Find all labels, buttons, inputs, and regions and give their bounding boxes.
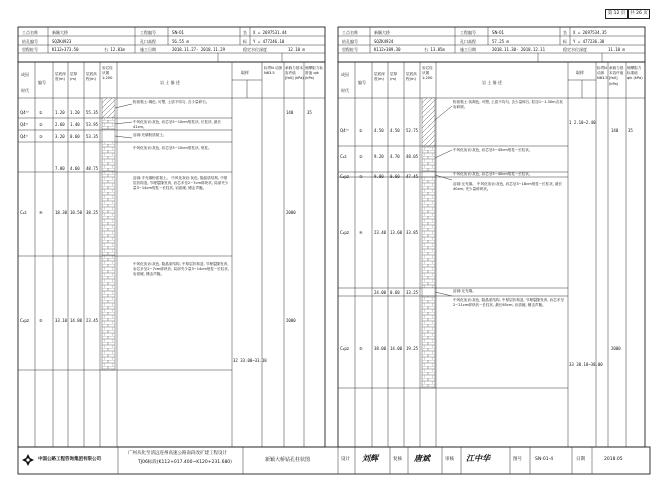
sample-note-left: 32 33.00~33.10 [233, 358, 267, 363]
coord-y-value: Y = 477246.10 [253, 39, 285, 44]
layer-thickness: 0.60 [390, 174, 400, 179]
r-col-elev-header: 层底高程(m) [406, 72, 417, 82]
r-col-column-header: 岩芯柱状图 1:200 [422, 66, 433, 81]
layer-elevation: 33.25 [406, 290, 419, 295]
hole-no-label: 钻孔编号 [22, 39, 38, 44]
layer-thickness: 14.80 [70, 318, 83, 323]
layer-bearing-capacity: 2000 [611, 346, 621, 351]
layer-depth: 24.00 [374, 290, 387, 295]
audit-label: 审核 [445, 457, 454, 462]
col-desc-header: 岩 土 描 述 [160, 80, 180, 85]
layer-friction: 35 [307, 110, 312, 115]
r-work-date-value: 2018.11.30- 2018.12.11 [492, 47, 545, 52]
layer-elevation: 19.25 [406, 346, 419, 351]
r-coord-label: 坐 [563, 30, 567, 35]
r-offset-value: 右 13.85m [424, 47, 445, 52]
layer-thickness: 4.60 [70, 166, 80, 171]
page-number: 第 12 页 [607, 11, 626, 16]
layer-description: 粉质黏土:褐色, 可塑, 土质不均匀, 含少量碎石。 [133, 100, 210, 104]
layer-age: C₂pz [340, 230, 350, 235]
project-title: 广州从化至清远连州高速公路南段改扩建工程设计 [128, 451, 227, 456]
col-param-header: 承载力基本容许值 [fa0] (kPa) [285, 66, 304, 81]
project-name-value: 新颖大桥 [52, 30, 68, 35]
layer-age: C₂pz [20, 318, 30, 323]
r-chainage-label: 里程桩号 [342, 47, 358, 52]
layer-age: C₂z [20, 210, 27, 215]
r-coord-label-2: 标 [563, 39, 567, 44]
work-date-value: 2018.11.27- 2018.11.29 [172, 47, 225, 52]
layer-depth: 33.10 [55, 318, 68, 323]
layer-bearing-capacity: 2000 [286, 210, 296, 215]
review-label: 复核 [393, 457, 402, 462]
layer-age: C₂z [340, 154, 347, 159]
layer-number: ⑤ [359, 346, 363, 351]
r-col-spt-header: 标贯N 动探N63.5 [597, 66, 608, 81]
layer-elevation: 55.35 [86, 110, 99, 115]
audit-signature: 江中华 [466, 453, 490, 463]
layer-depth: 23.40 [374, 230, 387, 235]
layer-number: ① [39, 110, 43, 115]
layer-depth: 38.00 [374, 346, 387, 351]
layer-description: 溶洞:无充填。 [453, 289, 476, 293]
review-signature: 唐斌 [414, 453, 430, 463]
layer-number: ① [359, 128, 363, 133]
col-cause-header: 成因 [21, 72, 29, 77]
layer-age: Q4ᵐˡ [20, 110, 29, 115]
layer-depth: 1.20 [55, 110, 65, 115]
coord-label-2: 标 [243, 39, 247, 44]
stable-water-value: 12.10 m [288, 47, 305, 52]
project-name-label: 工点名称 [22, 30, 38, 35]
r-hole-no-label: 钻孔编号 [342, 39, 358, 44]
offset-value: 右 12.81m [104, 47, 125, 52]
r-col-desc-header: 岩 土 描 述 [482, 80, 502, 85]
col-elev-header: 层底高程(m) [86, 72, 97, 82]
layer-number: ③ [39, 134, 43, 139]
layer-thickness: 1.40 [70, 122, 80, 127]
work-date-label: 施工日期 [140, 47, 156, 52]
coord-label: 坐 [243, 30, 247, 35]
layer-elevation: 23.45 [86, 318, 99, 323]
sample-note-right-top: 1 2.10~2.40 [569, 120, 596, 125]
col-friction-header: 侧摩阻力标准值 qik (kPa) [305, 66, 323, 81]
design-signature: 刘辉 [362, 453, 378, 463]
layer-depth: 4.50 [374, 128, 384, 133]
layer-age: Q4ᵉˡ [20, 122, 29, 127]
r-project-no-value: SN-01 [492, 30, 505, 35]
layer-number: ② [359, 154, 363, 159]
project-section: TJ06标段(K112+017.400~K120+231.680) [138, 460, 232, 465]
coord-x-value: X = 2697531.44 [253, 30, 287, 35]
drawing-no-value: SN-01-4 [535, 457, 554, 462]
layer-thickness: 1.20 [70, 110, 80, 115]
r-hole-no-value: SQZK4924 [374, 39, 394, 44]
layer-depth: 9.80 [374, 174, 384, 179]
layer-thickness: 0.60 [390, 290, 400, 295]
drawing-no-label: 图号 [513, 457, 522, 462]
layer-thickness: 0.60 [70, 134, 80, 139]
r-col-param-header: 承载力基本容许值 [fa0] (kPa) [609, 66, 624, 86]
layer-number: ⑤ [39, 318, 43, 323]
col-age-header: 时代 [21, 88, 29, 93]
r-work-date-label: 施工日期 [460, 47, 476, 52]
company-name: 中国公路工程咨询集团有限公司 [38, 457, 101, 462]
sample-note-right: 33 38.18~38.00 [569, 362, 603, 367]
r-col-age-header: 时代 [341, 88, 349, 93]
layer-elevation: 52.75 [406, 128, 419, 133]
layer-description: 中风化灰岩:灰色, 隐晶质结构, 中厚层状构造, 节理裂隙发育, 岩芯多呈2~21cm碎块状~长柱状, 最长65cm, 岩质硬, 锤击声脆。 [453, 298, 564, 308]
drawing-title: 新颖大桥钻孔柱状图 [265, 457, 311, 463]
layer-description: 中风化灰岩:灰色, 岩芯呈5~40cm短柱~长柱状。 [453, 172, 533, 176]
layer-description: 溶洞:无充填。 中风化灰岩:灰色, 岩芯呈3~18cm短柱~长柱状, 最长40cm, 夹少量碎块状。 [453, 182, 563, 192]
r-coord-y-value: Y = 477236.38 [573, 39, 605, 44]
layer-age: C₂pz [340, 346, 350, 351]
r-coord-x-value: X = 2697534.35 [573, 30, 607, 35]
layer-age: Q4ᵐˡ [340, 128, 349, 133]
layer-elevation: 53.35 [86, 134, 99, 139]
layer-elevation: 33.85 [406, 230, 419, 235]
r-stable-water-value: 11.10 m [608, 47, 625, 52]
chainage-label: 里程桩号 [22, 47, 38, 52]
project-no-label: 工程编号 [140, 30, 156, 35]
layer-number: ② [39, 122, 43, 127]
layer-thickness: 10.50 [70, 210, 83, 215]
layer-description: 中风化灰岩:灰色, 岩芯呈5~45cm短柱~长柱状。 [453, 148, 533, 152]
r-col-sample-header: 取样 [576, 70, 584, 75]
col-sample-header: 取样 [241, 70, 249, 75]
date-value: 2018.05 [604, 457, 623, 462]
hole-elev-value: 56.55 m [172, 39, 189, 44]
layer-friction: 35 [628, 128, 633, 133]
col-spt-header: 标贯N 动探N63.5 [264, 66, 283, 76]
layer-description: 中风化灰岩:灰色, 岩芯呈5~10cm短柱状, 短柱。 [133, 146, 212, 150]
design-label: 设计 [341, 457, 350, 462]
date-label: 日期 [576, 457, 585, 462]
project-no-value: SN-01 [172, 30, 185, 35]
r-project-no-label: 工程编号 [460, 30, 476, 35]
layer-depth: 9.20 [374, 154, 384, 159]
col-depth-header: 层底深度(m) [55, 72, 66, 82]
stable-water-label: 稳定水位深度 [243, 47, 267, 52]
r-stable-water-label: 稳定水位深度 [563, 47, 587, 52]
r-col-friction-header: 侧摩阻力标准值 qik (kPa) [627, 66, 643, 81]
chainage-value: K112+373.50 [52, 47, 79, 52]
layer-description: 中风化灰岩:灰色, 隐晶质结构, 中厚层状构造, 节理裂隙发育, 岩芯多呈2~7cm碎块状, 局部夹少量3~14cm短柱~长柱状, 岩质硬, 锤击声脆。 [133, 262, 229, 277]
r-hole-elev-label: 孔口高程 [460, 39, 476, 44]
layer-number: ④ [39, 210, 43, 215]
r-project-name-value: 新颖大桥 [374, 30, 390, 35]
page-total: 共 26 页 [630, 11, 648, 16]
r-col-depth-header: 层底深度(m) [374, 72, 385, 82]
r-col-cause-header: 成因 [341, 72, 349, 77]
layer-number: ④ [359, 230, 363, 235]
layer-thickness: 13.60 [390, 230, 403, 235]
r-project-name-label: 工点名称 [342, 30, 358, 35]
layer-elevation: 47.45 [406, 174, 419, 179]
r-hole-elev-value: 57.25 m [492, 39, 509, 44]
layer-depth: 18.30 [55, 210, 68, 215]
hole-elev-label: 孔口高程 [140, 39, 156, 44]
col-column-header: 岩芯柱状图 1:200 [102, 66, 113, 81]
layer-depth: 3.20 [55, 134, 65, 139]
r-col-thick-header: 层厚(m) [390, 72, 398, 82]
layer-age: C₂pz [340, 174, 350, 179]
layer-thickness: 4.70 [390, 154, 400, 159]
hole-no-value: SQZK4923 [52, 39, 72, 44]
layer-thickness: 4.50 [390, 128, 400, 133]
layer-description: 溶洞:充填粉质黏土。 [133, 133, 167, 137]
r-col-seq-header: 编号 [358, 80, 366, 85]
layer-bearing-capacity: 2000 [286, 318, 296, 323]
layer-elevation: 53.95 [86, 122, 99, 127]
layer-bearing-capacity: 140 [286, 110, 294, 115]
col-seq-header: 编号 [38, 80, 46, 85]
layer-elevation: 48.05 [406, 154, 419, 159]
r-chainage-value: K112+389.30 [374, 47, 401, 52]
layer-depth: 7.80 [55, 166, 65, 171]
layer-elevation: 48.75 [86, 166, 99, 171]
layer-description: 中风化灰岩:灰色, 岩芯呈5~10cm短柱状, 长柱状, 最长41cm。 [133, 120, 222, 130]
layer-number: ③ [359, 174, 363, 179]
layer-description: 溶洞:半充填粉质黏土。 中风化灰岩:灰色, 隐晶质结构, 中厚层状构造, 节理裂隙发育, 岩芯多呈2~7cm碎块状, 局部夹少量3~14cm短柱~长柱状, 岩质硬, 锤击声脆。 [133, 176, 229, 191]
layer-description: 粉质黏土:灰褐色, 可塑, 土质不均匀, 含少量碎石, 粒径1~1.30m含灰岩碎屑。 [453, 100, 563, 110]
layer-age: Q4ᵉˡ [20, 134, 29, 139]
layer-elevation: 38.25 [86, 210, 99, 215]
layer-bearing-capacity: 140 [611, 128, 619, 133]
layer-depth: 2.60 [55, 122, 65, 127]
layer-thickness: 14.00 [390, 346, 403, 351]
col-thick-header: 层厚(m) [70, 72, 78, 82]
